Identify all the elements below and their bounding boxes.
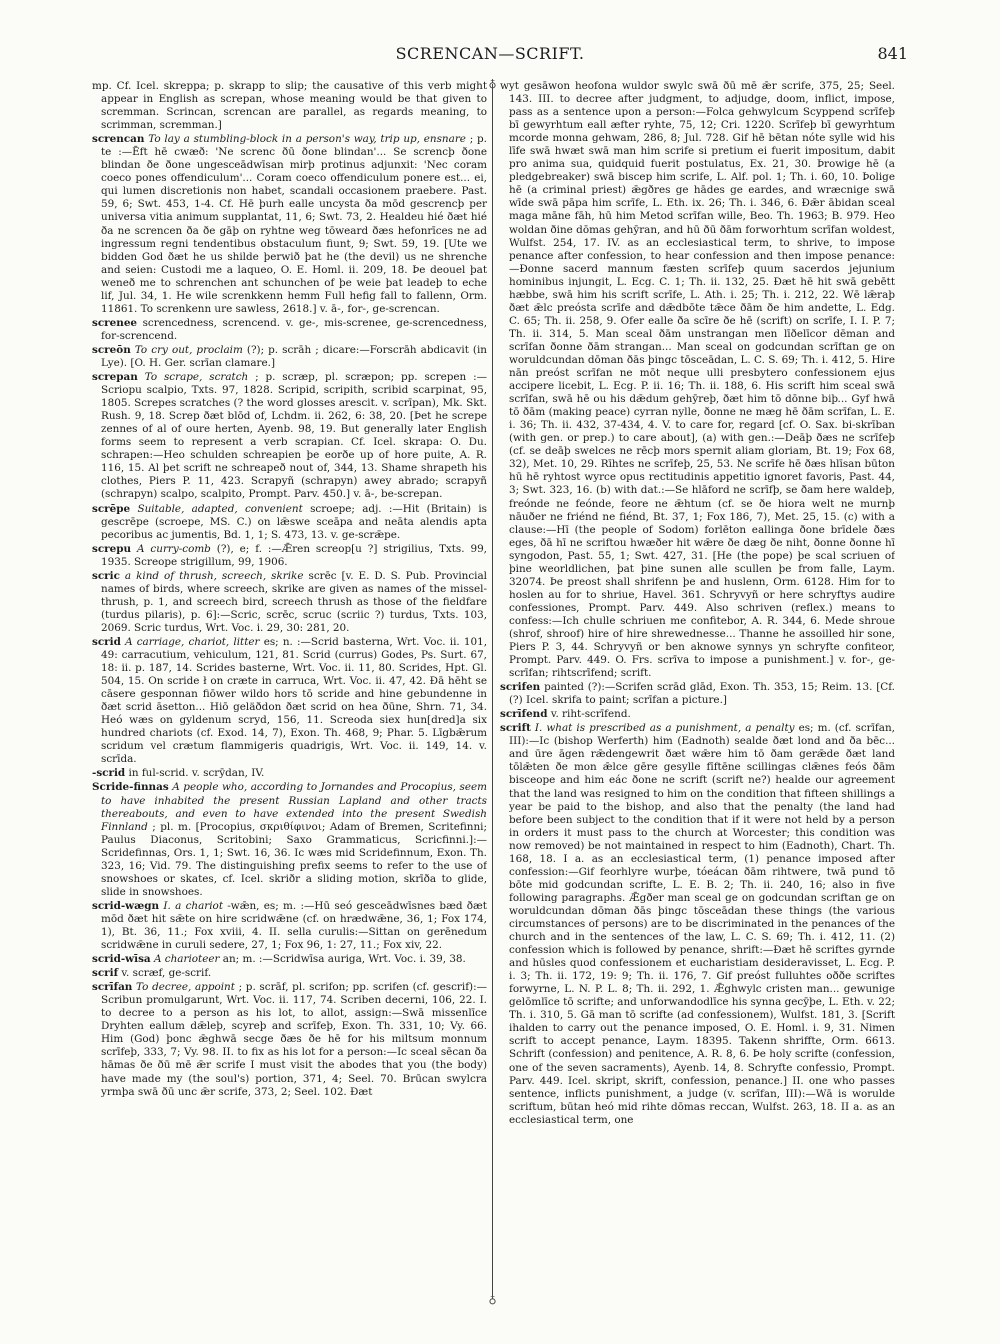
entry-body: v. scræf, ge-scrif. bbox=[121, 967, 212, 980]
entry-body: (?); p. scrāh ; dicare:—Forscrāh abdicavit (in Lye). [O. H. Ger. scrīan clamare.] bbox=[101, 343, 487, 369]
dictionary-entry bbox=[500, 708, 895, 721]
entry-body: painted (?):—Scrifen scrād glād, Exon. Th. 353, 15; Reim. 13. [Cf. (?) Icel. skrifa to paint; scrīfan a picture.] bbox=[509, 681, 895, 707]
dictionary-entry bbox=[500, 681, 895, 707]
entry-body: ; pl. m. [Procopius, σκριθίφινοι; Adam of Bremen, Scritefinni; Paulus Diaconus, Scritobini; Saxo Grammaticus, Scricfinni.]:—Scridefinnas, Ors. 1, 1; Swt. 16, 36. Ic wæs mid Scridefinnum, Exon. Th. 323, 16; Vid. 79. The distinguishing prefix seems to refer to the use of snowshoes or skates, cf. Icel. skriðr a sliding motion, skrīða to glide, slide in snowshoes. bbox=[101, 820, 487, 898]
entry-definition: To decree, appoint bbox=[136, 981, 235, 994]
dictionary-entry bbox=[92, 344, 487, 370]
entry-headword: scrifen bbox=[500, 681, 541, 694]
entry-headword: scrēpe bbox=[92, 502, 131, 515]
dictionary-entry bbox=[92, 133, 487, 316]
dictionary-entry bbox=[92, 981, 487, 1098]
dictionary-entry bbox=[92, 543, 487, 569]
dictionary-entry bbox=[92, 317, 487, 343]
entry-body: -wǣn, es; m. :—Hū seó gesceādwīsnes bæd ðæt mōd ðæt hit sǣte on hire scridwǣne (cf. on hrædwǣne, 36, 1; Fox 174, 1), Bt. 36, 11.; Fox xviii, 4. II. sella curulis:—Sittan on gerēnedum scridwǣne in curuli sedere, 27, 1; Fox 96, 1: 27, 11.; Fox xiv, 22. bbox=[101, 899, 487, 952]
entry-body: es; n. :—Scrid basterna, Wrt. Voc. ii. 101, 49: carracutium, vehiculum, 121, 81. Scrid (currus) Godes, Ps. Surt. 67, 18: ii. p. 187, 14. Scrides basterne, Wrt. Voc. ii. 11, 80. Scrides, Hpt. Gl. 504, 15. On scride ł on cræte in carruca, Wrt. Voc. ii. 47, 42. Ðā hēht se cāsere gesponnan fiōwer wildo hors tō scride and hine gebundenne in ðæt scrid āsetton... Hiō geläðdon ðæt scrid on hea ðūne, Shrn. 71, 34. Heó wæs on gyldenum scryd, 156, 11. Screoda siex hun[dred]a six hundred chariots (cf. Exod. 14, 7), Exon. Th. 468, 9; Phar. 5. Līgbǣrum scridum vel crætum flammigeris quadrigis, Wrt. Voc. ii. 149, 14. v. scrīda. bbox=[101, 635, 487, 766]
entry-definition: a kind of thrush, screech, skrike bbox=[124, 569, 304, 582]
dictionary-entry bbox=[92, 967, 487, 980]
entry-body: v. riht-scrīfend. bbox=[550, 708, 631, 721]
entry-body: scrēc [v. E. D. S. Pub. Provincial names of birds, where screech, skrike are given as names of the missel-thrush, p. 1, and screech bird, screech thrush as those of the fieldfare (turdus pilaris), p. 6]:—Scric, scrēc, scruc (scriic ?) turdus, Txts. 103, 2069. Scric turdus, Wrt. Voc. i. 29, 30: 281, 20. bbox=[101, 569, 487, 634]
entry-definition: Suitable, adapted, convenient bbox=[137, 502, 303, 515]
dictionary-entry bbox=[500, 722, 895, 1126]
divider-bottom-ornament-icon: ♁ bbox=[488, 1293, 497, 1306]
entry-body: ; p. te :—Ēft hē cwæð: 'Ne screnc ðū ðone blindan'... Se screncþ ðone blindan ðe ðone ungesceādwīsan mirþ protinus adjunxit: 'Nec coram coeco pones offendiculum'... Coram coeco offendiculum ponere est... ei, qui lumen discretionis non habet, scandali occasionem praebere. Past. 59, 6; Swt. 453, 1-4. Cf. Hē þurh ealle uncysta ða mōd gescrencþ per universa vitia animum supplantat, 11, 6; Swt. 73, 2. Healdeu hié ðæt hié ða ne screncen ða ðe gāþ on ryhtne weg tōweard ðæs hefonrīces ne ad ingressum regni tendentibus obstaculum fiunt, 9; Swt. 59, 19. [Ute we bidden God ðæt he us shilde þerwið þat he (the devil) us ne shrenche and seien: Custodi me a laqueo, O. E. Homl. ii. 209, 18. Þe deouel þat weneð me to schrenchen ant schunchen of þe weie þat leadeþ to eche lif, Jul. 34, 1. He wile screnkkenn hemm Full hefig fall to fallenn, Orm. 11861. To screnkenn ure sawless, 2618.] v. ā-, for-, ge-screncan. bbox=[101, 133, 487, 315]
entry-body: (?), e; f. :—Ǣren screop[u ?] strigilius, Txts. 99, 1935. Screope strigillum, 99, 1906. bbox=[101, 542, 487, 568]
dictionary-entry bbox=[92, 636, 487, 766]
entry-body: es; m. (cf. scrīfan, III):—Ic (bishop Werferth) him (Eadnoth) sealde ðæt lond and ða bēc... and ūre āgen rǣdengewrit ðæt wǣre him tō ðam gerǣde ðæt land tōlǣten ðe mon ǣlce gēre gesylle fīftēne scillingas clǣnes feós ðām bisceope and him eác ðone ne scrift (scrift ne?) healde our agreement that the land was resigned to him on the condition that fifteen shillings a year be paid to the bishop, and also that the penalty (the land had before been subject to the condition that if it were not held by a person in orders it must pass to the church at Worcester; this condition was now removed) be not maintained in respect to him (Eadnoth), Chart. Th. 168, 18. I a. as an ecclesiastical term, (1) penance imposed after confession:—Gif feorhlyre wurþe, tóeácan ðām rihtwere, twā pund tō bōte mid godcundan scrifte, L. E. B. 2; Th. ii. 240, 16; also in five following paragraphs. Ǣgðer man sceal ge on godcundan scriftan ge on woruldcundan dōman ðās þingc tōsceādan these things (the various circumstances of persons) are to be discriminated in the penances of the church and in the sentences of the law, L. C. S. 69; Th. i. 412, 11. (2) confession which is followed by penance, shrift:—Ðæt hē scriftes gyrnde and hūsles quod confessionem et eucharistiam desideravisset, L. Ecg. P. i. 3; Th. ii. 172, 19: 9; Th. ii. 176, 7. Gif preóst fulluhtes oððe scriftes forwyrne, L. N. P. L. 8; Th. ii. 292, 1. Ǣghwylc cristen man... gewunige gelōmlīce tō scrifte; and unforwandodlīce his synna gecȳþe, L. Eth. v. 22; Th. i. 310, 5. Gā man tō scrifte (ad confessionem), Wulfst. 181, 3. [Scrift ihalden to carry out the penance imposed, O. E. Homl. i. 9, 31. Nimen scrift to accept penance, Laym. 18395. Takenn shriffte, Orm. 6613. Schrift (confession) and penitence, A. R. 8, 6. Þe holy scrifte (confession, one of the seven sacraments), Ayenb. 14, 8. Schryfte confessio, Prompt. Parv. 449. Icel. skript, skrift, confession, penance.] II. one who passes sentence, inflicts punishment, a judge (v. scrīfan, III):—Wā is woruldе scriftum, būtan heó mid rihte dōmas reccan, Wulfst. 263, 18. II a. as an ecclesiastical term, one bbox=[509, 722, 895, 1126]
dictionary-entry bbox=[92, 503, 487, 542]
right-column bbox=[500, 80, 895, 1310]
entry-body: an; m. :—Scridwīsa auriga, Wrt. Voc. i. 39, 38. bbox=[222, 953, 466, 966]
entry-headword: scrid-wīsa bbox=[92, 953, 151, 966]
entry-headword: Scride-finnas bbox=[92, 781, 169, 794]
entry-body: scroepe; adj. :—Hit (Britain) is gescrēpe (scroepe, MS. C.) on lǣswe sceāpa and neāta alendis apta pecoribus ac jumentis, Bd. 1, 1; S. 473, 13. v. ge-scrǣpe. bbox=[101, 502, 487, 541]
entry-headword: scrif bbox=[92, 967, 119, 980]
dictionary-entry bbox=[92, 953, 487, 966]
entry-definition: A carriage, chariot, litter bbox=[125, 635, 260, 648]
dictionary-entry bbox=[92, 80, 487, 132]
entry-headword: scrift bbox=[500, 722, 531, 735]
entry-body: ; p. scræp, pl. scræpon; pp. screpen :—Scriopu scalpio, Txts. 97, 1828. Scripid, scripith, scribid scarpinat, 95, 1805. Screpes scratches (? the word glosses arescit. v. scrīpan), Mk. Skt. Rush. 9, 18. Screp ðæt blōd of, Lchdm. ii. 262, 6: 38, 20. [Þet he screpe zennes of al of oure herten, Ayenb. 98, 19. But generally later English forms seem to represent a verb scrapian. Cf. Icel. skrapa: O. Du. schrapen:—Heo schulden schreapien þe eorðe up of hore puite, A. R. 116, 15. Al þet scrift ne schreapeð nout of, 344, 13. Shame shrapeth his clothes, Piers P. 11, 423. Scrapyñ (schrapyn) awey abrado; scrapyñ (schrapyn) scalpo, scalpito, Prompt. Parv. 450.] v. ā-, be-screpan. bbox=[101, 371, 487, 501]
running-title: SCRENCAN—SCRIFT. bbox=[395, 44, 585, 63]
entry-headword: screpan bbox=[92, 371, 138, 384]
page-number: 841 bbox=[877, 44, 908, 63]
entry-definition: To lay a stumbling-block in a person's way, trip up, ensnare bbox=[148, 133, 466, 146]
entry-headword: scric bbox=[92, 569, 120, 582]
entry-headword: scrid-wægn bbox=[92, 899, 160, 912]
entry-body: mp. Cf. Icel. skreppa; p. skrapp to slip; the causative of this verb might appear in English as screpan, whose meaning would be that given to scremman. Scrincan, screncan are parallel, as regards meaning, to scrimman, scremman.] bbox=[92, 80, 487, 132]
entry-headword: screōn bbox=[92, 343, 131, 356]
divider-top-ornament-icon: ♁ bbox=[488, 77, 497, 90]
entry-headword: scrīfan bbox=[92, 981, 133, 994]
entry-body: in ful-scrid. v. scrȳdan, IV. bbox=[128, 767, 265, 780]
column-divider bbox=[492, 84, 493, 1296]
entry-headword: screnee bbox=[92, 316, 138, 329]
entry-definition: A curry-comb bbox=[137, 542, 211, 555]
entry-definition: To scrape, scratch bbox=[144, 371, 249, 384]
entry-headword: screpu bbox=[92, 542, 132, 555]
dictionary-entry bbox=[500, 80, 895, 680]
entry-definition: I. a chariot bbox=[163, 899, 223, 912]
entry-headword: -scrid bbox=[92, 767, 126, 780]
dictionary-entry bbox=[92, 371, 487, 501]
entry-body: screncedness, screncend. v. ge-, mis-screnee, ge-screncedness, for-screncend. bbox=[101, 316, 487, 342]
dictionary-entry bbox=[92, 900, 487, 952]
dictionary-entry bbox=[92, 767, 487, 780]
entry-definition: A people who, according to Jornandes and Procopius, seem to have inhabited the present Russian Lapland and other tracts thereabouts, and even to have extended into the present Swedish Finnland bbox=[101, 781, 487, 833]
dictionary-entry bbox=[92, 570, 487, 635]
entry-body: ; p. scrāf, pl. scrifon; pp. scrifen (cf. gescrif):—Scribun promulgarunt, Wrt. Voc. ii. 117, 74. Scriben decerni, 106, 22. I. to decree to a person as his lot, to allot, assign:—Swā missenlīce Dryhten eallum dǣleþ, scyreþ and scrīfeþ, Exon. Th. 331, 10; Vy. 66. Him (God) þonc ǣghwā secge ðæs ðe hē for his miltsum monnum scrīfeþ, 333, 7; Vy. 98. II. to fix as his lot for a person:—Ic sceal sēcan ða hāmas ðe ðū mē ǣr scrife I must visit the abodes that you (the body) have made my (the soul's) portion, 371, 4; Seel. 70. Brūcan swylcra yrmþa swā ðū unc ǣr scrife, 373, 2; Seel. 102. Ðæt bbox=[101, 981, 487, 1098]
page-header bbox=[90, 38, 908, 68]
left-column bbox=[92, 80, 487, 1310]
entry-definition: I. what is prescribed as a punishment, a penalty bbox=[534, 722, 795, 735]
entry-definition: To cry out, proclaim bbox=[134, 343, 243, 356]
dictionary-entry bbox=[92, 781, 487, 898]
entry-headword: scrīfend bbox=[500, 708, 548, 721]
entry-headword: scrid bbox=[92, 635, 121, 648]
entry-headword: screncan bbox=[92, 133, 145, 146]
entry-definition: A charioteer bbox=[153, 953, 220, 966]
entry-body: wyt gesāwon heofona wuldor swylc swā ðū mē ǣr scrife, 375, 25; Seel. 143. III. to decree after judgment, to adjudge, doom, inflict, impose, pass as a sentence upon a person:—Folca gehwylcum Scyppend scrīfeþ bī gewyrhtum eall æfter ryhte, 75, 12; Cri. 1220. Scrīfeþ bī gewyrhtum mcorde monna gehwam, 286, 8; Jul. 728. Gif hē bētan nóte sylle wid his līfe swā hwæt swā man him scrife si pretium ei fuerit impositum, dabit pro anima sua, quidquid fuerit postulatus, Ex. 21, 30. Þrowige hē (a pledgebreaker) swā biscep him scrife, L. Alf. pol. 1; Th. i. 60, 10. Þolige hē (a criminal priest) ǣgðres ge hādes ge eardes, and wræcnige swā wīde swā pāpa him scrīfe, L. Eth. ix. 26; Th. i. 346, 6. Ðǣr ābidan sceal maga māne fāh, hū him Metod scrīfan wille, Beo. Th. 1963; B. 979. Heo woldan ðine dōmas gehȳran, and hū ðū ðām forworhtum scrīfan woldest, Wulfst. 254, 17. IV. as an ecclesiastical term, to shrive, to impose penance after confession, to hear confession and then impose penance:—Ðonne sacerd mannum fæsten scrīfeþ quum sacerdos jejunium hominibus injungit, L. Ecg. C. 1; Th. ii. 132, 25. Ðæt hē hit swā gebētt hæbbe, swā him his scrift scrīfe, L. Ath. i. 25; Th. i. 212, 22. Wē lǣraþ ðæt ǣlc preósta scrīfe and dǣdbōte tǣce ðām ðe him andette, L. Edg. C. 65; Th. ii. 258, 9. Ofer ealle ða scīre ðe hē (scrift) on scrīfe, I. I. P. 7; Th. ii. 314, 5. Man sceal ðām unstrangan men līðelīcor dēman and scrīfan ðonne ðām strangan... Man sceal on godcundan scrīftan ge on woruldcundan dōman ðās þingc tōsceādan, L. C. S. 69; Th. i. 412, 5. Hire nān preóst scrīfan ne mōt neque ulli presbytero confessionem ejus accipere licebit, L. Ecg. P. ii. 16; Th. ii. 188, 6. His scrift him sceal swā scrīfan, swā hē ou his dǣdum gehȳreþ, ðæt him tō dōnne biþ... Gyf hwā tō ðām (making peace) cyrran nylle, ðonne ne mæg hē ðām scrīfan, L. E. i. 36; Th. ii. 432, 37-434, 4. V. to care for, regard [cf. O. Sax. bi-skrīban (with gen. or prep.) to care about], (a) with gen.:—Deāþ ðæs ne scrīfeþ (cf. se deāþ swelces ne rēcþ mors spernit aliam gloriam, Bt. 19; Fox 68, 32), Met. 10, 29. Rīhtes ne scrīfeþ, 25, 53. Ne scrīfe hē ðæs hlīsan būton hū hē ryhtost wyrce opus rectitudinis appetitio ignoret favoris, Past. 44, 3; Swt. 323, 16. (b) with dat.:—Se hlāford ne scrīfþ, se ðam here waldeþ, freónde ne feónde, feore ne ǣhtum (cf. se ðe hiora welt ne murnþ nāuðer ne friénd ne fiénd, Bt. 37, 1; Fox 186, 7), Met. 25, 15. (c) with a clause:—Hī (the people of Sodom) forlēton eallinga ðone brīdele ðæs eges, ðā hī ne scriftou hwæðer hit wǣre ðe dæg ðe niht, ðonne ðonne hī syngodon, Past. 55, 1; Swt. 427, 31. [He (the pope) þe scal scriuen of þine weorldlichen, þat þine sunen alle scullen þe from falle, Laym. 32074. Þe preost shall shrifenn þe and huslenn, Orm. 6128. Him for to hoslen au for to shriue, Havel. 361. Schryvyñ or here schryftys audire confessiones, Prompt. Parv. 449. Also schriven (reflex.) means to confess:—Ich chulle schriuen me confitebor, A. R. 344, 6. Mede shroue (shrof, shroof) hire of hire shrewednesse... Thanne he assoilled hir sone, Piers P. 3, 44. Schryvyñ or ben aknowe synnys yn schryfte confiteor, Prompt. Parv. 449. O. Frs. scrīva to impose a punishment.] v. for-, ge-scrīfan; rihtscrīfend; scrift. bbox=[500, 80, 895, 680]
